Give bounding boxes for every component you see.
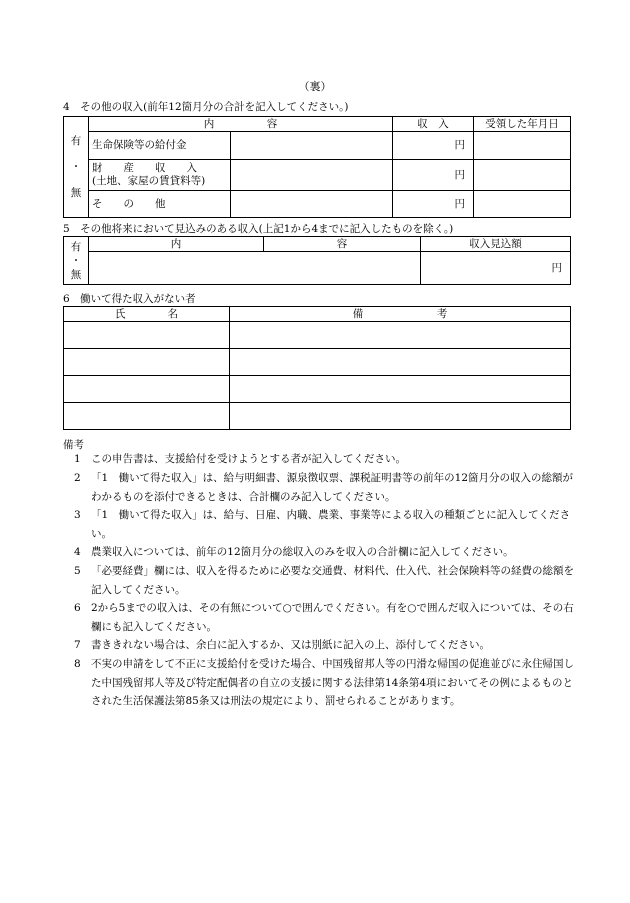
note-item xyxy=(74,543,574,562)
presence-no-5: 無 xyxy=(70,268,82,281)
note-number: 4 xyxy=(74,546,81,558)
header-received-date: 受領した年月日 xyxy=(474,117,571,132)
note-text: 2から5までの収入は、その有無について○で囲んでください。有を○で囲んだ収入については、その右欄にも記入してください。 xyxy=(91,602,574,633)
property-label-sub: (土地、家屋の賃貸料等) xyxy=(92,175,206,187)
note-number: 7 xyxy=(74,639,81,651)
note-item xyxy=(74,506,574,543)
content-field-insurance[interactable] xyxy=(231,132,393,160)
note-number: 5 xyxy=(74,565,81,577)
presence-dot: ・ xyxy=(70,161,82,173)
header-name: 氏 名 xyxy=(64,307,230,322)
presence-yes-5: 有 xyxy=(70,240,82,253)
date-field-insurance[interactable] xyxy=(474,132,571,160)
presence-dot-5: ・ xyxy=(70,254,82,267)
note-text: この申告書は、支援給付を受けようとする者が記入してください。 xyxy=(91,453,406,465)
remarks-field[interactable] xyxy=(230,376,571,403)
note-item xyxy=(74,655,574,711)
presence-cell xyxy=(64,117,89,218)
page-title: （裏） xyxy=(298,80,332,93)
name-field[interactable] xyxy=(64,376,230,403)
header-income: 収 入 xyxy=(393,117,474,132)
expected-income-table xyxy=(63,236,571,285)
section5-heading: 5 その他将来において見込みのある収入(上記1から4までに記入したものを除く。) xyxy=(63,223,454,235)
header-content-right-5: 容 xyxy=(264,237,421,252)
note-item xyxy=(74,599,574,636)
name-field[interactable] xyxy=(64,403,230,430)
expected-content-field[interactable] xyxy=(89,252,421,285)
presence-yes: 有 xyxy=(70,135,82,147)
income-field-property[interactable]: 円 xyxy=(393,160,474,191)
note-text: 「1 働いて得た収入」は、給与、日雇、内職、農業、事業等による収入の種類ごとに記入してください。 xyxy=(91,509,571,540)
income-field-other[interactable]: 円 xyxy=(393,191,474,218)
note-number: 6 xyxy=(74,602,81,614)
date-field-property[interactable] xyxy=(474,160,571,191)
note-item xyxy=(74,469,574,506)
note-text: 農業収入については、前年の12箇月分の総収入のみを収入の合計欄に記入してください。 xyxy=(91,546,514,558)
remarks-field[interactable] xyxy=(230,322,571,349)
note-number: 1 xyxy=(74,453,81,465)
table-row xyxy=(64,322,571,349)
table-row xyxy=(64,349,571,376)
content-field-other[interactable] xyxy=(231,191,393,218)
expected-amount-field[interactable]: 円 xyxy=(421,252,571,285)
name-field[interactable] xyxy=(64,322,230,349)
table-row xyxy=(64,403,571,430)
presence-no: 無 xyxy=(70,187,82,199)
income-field-insurance[interactable]: 円 xyxy=(393,132,474,160)
row-label-property xyxy=(89,160,231,191)
note-number: 2 xyxy=(74,472,81,484)
date-field-other[interactable] xyxy=(474,191,571,218)
note-text: 不実の申請をして不正に支援給付を受けた場合、中国残留邦人等の円滑な帰国の促進並びに永住帰国した中国残留邦人等及び特定配偶者の自立の支援に関する法律第14条第4項においてその例によるものとされた生活保護法第85条又は刑法の規定により、罰せられることがあります。 xyxy=(91,658,574,707)
table-row xyxy=(64,376,571,403)
notes-heading: 備考 xyxy=(63,439,84,451)
presence-cell-5 xyxy=(64,237,89,285)
no-earnings-table xyxy=(63,306,571,430)
content-field-property[interactable] xyxy=(231,160,393,191)
note-number: 3 xyxy=(74,509,81,521)
remarks-field[interactable] xyxy=(230,403,571,430)
section6-heading: 6 働いて得た収入がない者 xyxy=(63,293,196,305)
name-field[interactable] xyxy=(64,349,230,376)
note-text: 「必要経費」欄には、収入を得るために必要な交通費、材料代、仕入代、社会保険料等の経費の総額を記入してください。 xyxy=(91,565,574,596)
header-remarks: 備 考 xyxy=(230,307,571,322)
note-number: 8 xyxy=(74,658,81,670)
header-expected-amount: 収入見込額 xyxy=(421,237,571,252)
note-text: 書ききれない場合は、余白に記入するか、又は別紙に記入の上、添付してください。 xyxy=(91,639,490,651)
row-label-other: そ の 他 xyxy=(89,191,231,218)
remarks-field[interactable] xyxy=(230,349,571,376)
property-label-main: 財 産 収 入 xyxy=(92,162,197,174)
note-text: 「1 働いて得た収入」は、給与明細書、源泉徴収票、課税証明書等の前年の12箇月分の収入の総額がわかるものを添付できるときは、合計欄のみ記入してください。 xyxy=(91,472,574,503)
section4-heading: 4 その他の収入(前年12箇月分の合計を記入してください。) xyxy=(63,101,349,113)
other-income-table xyxy=(63,116,571,218)
header-content: 内 容 xyxy=(89,117,393,132)
note-item xyxy=(74,636,574,655)
note-item xyxy=(74,562,574,599)
note-item xyxy=(74,450,574,469)
header-content-left-5: 内 xyxy=(89,237,264,252)
row-label-insurance: 生命保険等の給付金 xyxy=(89,132,231,160)
